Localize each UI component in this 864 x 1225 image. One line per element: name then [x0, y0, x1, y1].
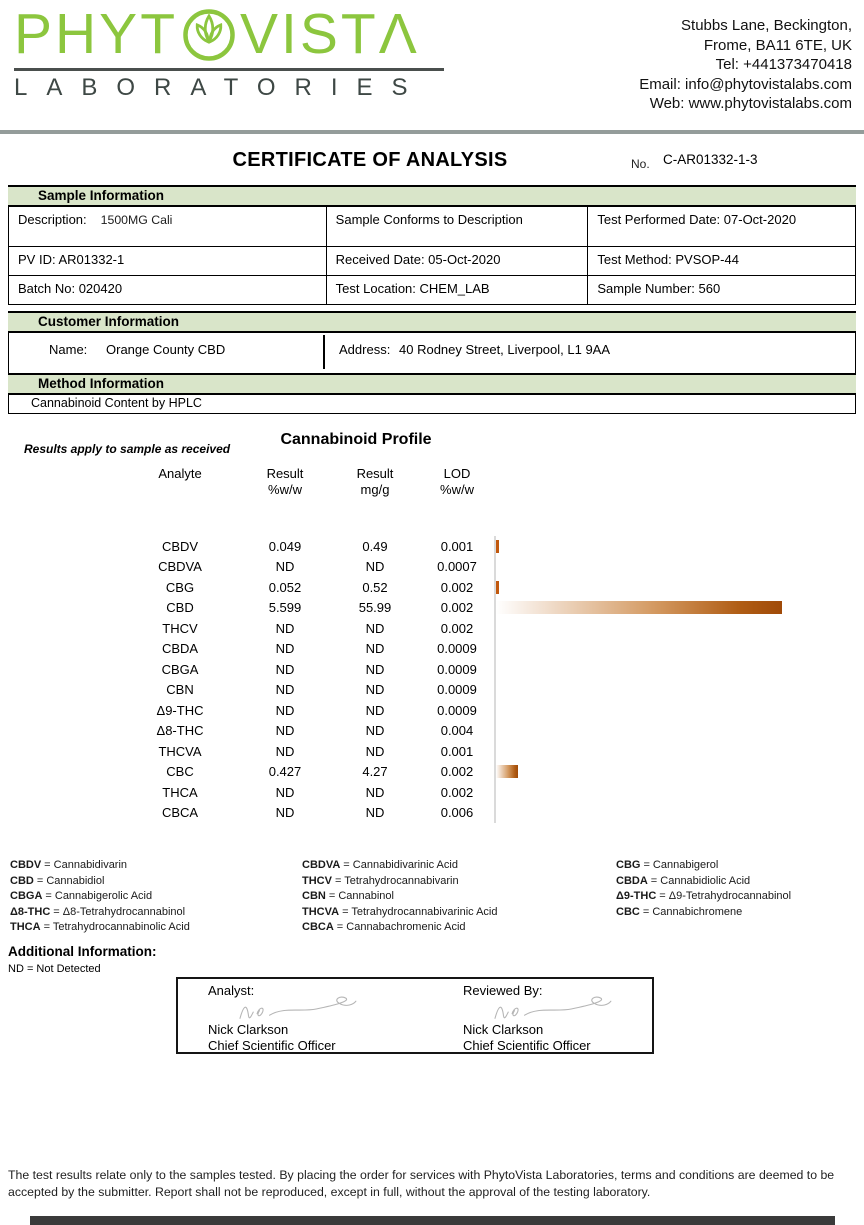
customer-info-heading: Customer Information: [8, 311, 856, 333]
analyte-cell: CBG: [165, 579, 195, 595]
list-item: CBD = Cannabidiol: [10, 874, 105, 887]
bar-cell: [494, 618, 856, 639]
lod-cell: 0.001: [440, 743, 474, 759]
table-row: [8, 782, 856, 803]
analyst-name: Nick Clarkson: [208, 1022, 289, 1037]
analyte-cell: CBD: [166, 600, 194, 616]
result-bar: [496, 601, 782, 614]
web-line: Web: www.phytovistalabs.com: [649, 95, 852, 112]
bar-cell: [494, 700, 856, 721]
result-mg-header: Result mg/g: [356, 466, 394, 497]
table-row: [8, 803, 856, 824]
reviewer-name: Nick Clarkson: [463, 1022, 544, 1037]
lod-cell: 0.004: [440, 723, 474, 739]
result-mg-cell: ND: [365, 661, 385, 677]
lod-cell: 0.002: [440, 620, 474, 636]
table-row: [8, 598, 856, 619]
profile-title: Cannabinoid Profile: [280, 431, 432, 448]
result-pct-cell: ND: [275, 702, 295, 718]
analyst-signature: [206, 995, 386, 1023]
abbreviation-column-3: [616, 858, 864, 920]
abbreviation-column-1: [10, 858, 295, 936]
result-pct-cell: 0.052: [268, 579, 302, 595]
table-row: [8, 700, 856, 721]
bar-cell: [494, 803, 856, 824]
analyte-cell: CBDVA: [158, 559, 202, 575]
analyte-header: Analyte: [158, 466, 202, 481]
list-item: THCV = Tetrahydrocannabivarin: [302, 874, 459, 887]
reviewer-title: Chief Scientific Officer: [463, 1038, 591, 1053]
bar-cell: [494, 598, 856, 619]
analyst-label: Analyst:: [208, 983, 255, 998]
table-row: [8, 618, 856, 639]
lod-cell: 0.002: [440, 784, 474, 800]
list-item: CBCA = Cannabachromenic Acid: [302, 921, 466, 934]
table-row: [9, 276, 856, 305]
analyte-cell: Δ8-THC: [156, 723, 204, 739]
leaf-icon: [181, 7, 237, 63]
result-pct-cell: ND: [275, 805, 295, 821]
batch-cell: Batch No: 020420: [9, 276, 327, 305]
test-performed-cell: Test Performed Date: 07-Oct-2020: [588, 207, 856, 247]
page-title: CERTIFICATE OF ANALYSIS: [232, 149, 508, 171]
lod-cell: 0.002: [440, 579, 474, 595]
pv-id-cell: PV ID: AR01332-1: [9, 247, 327, 276]
address-line-1: Stubbs Lane, Beckington,: [681, 17, 852, 34]
address-line-2: Frome, BA11 6TE, UK: [703, 36, 852, 54]
result-mg-cell: ND: [365, 743, 385, 759]
nd-definition: ND = Not Detected: [8, 963, 101, 975]
table-row: [9, 247, 856, 276]
table-row: [8, 680, 856, 701]
sample-condition-note: Results apply to sample as received: [24, 442, 231, 456]
header-divider: [0, 130, 864, 134]
result-pct-cell: ND: [275, 620, 295, 636]
customer-address-value: 40 Rodney Street, Liverpool, L1 9AA: [399, 342, 611, 357]
analyst-title: Chief Scientific Officer: [208, 1038, 336, 1053]
analyte-cell: Δ9-THC: [156, 702, 204, 718]
phone-line: Tel: +441373470418: [715, 56, 852, 73]
lod-cell: 0.001: [440, 538, 474, 554]
customer-name-value: Orange County CBD: [106, 342, 226, 357]
bar-cell: [494, 659, 856, 680]
bar-cell: [494, 762, 856, 783]
result-pct-cell: ND: [275, 682, 295, 698]
table-row: [8, 577, 856, 598]
list-item: CBGA = Cannabigerolic Acid: [10, 890, 153, 903]
lab-contact-block: [639, 16, 852, 114]
list-item: THCVA = Tetrahydrocannabivarinic Acid: [302, 905, 498, 918]
certificate-no-label: No.: [631, 157, 650, 171]
lod-cell: 0.0007: [437, 559, 477, 575]
analyte-cell: CBCA: [161, 805, 199, 821]
method-info-row: Cannabinoid Content by HPLC: [8, 394, 856, 414]
result-pct-cell: 5.599: [268, 600, 302, 616]
result-pct-cell: 0.049: [268, 538, 302, 554]
conforms-cell: Sample Conforms to Description: [326, 207, 588, 247]
result-mg-cell: ND: [365, 805, 385, 821]
description-label: Description:: [18, 212, 87, 227]
analyte-cell: THCV: [162, 620, 198, 636]
lod-cell: 0.0009: [437, 702, 477, 718]
method-info-heading: Method Information: [8, 373, 856, 395]
location-cell: Test Location: CHEM_LAB: [326, 276, 588, 305]
table-row: [8, 762, 856, 783]
test-method-cell: Test Method: PVSOP-44: [588, 247, 856, 276]
result-pct-cell: ND: [275, 661, 295, 677]
lod-header: LOD %w/w: [440, 466, 474, 497]
sample-info-table: [8, 206, 856, 305]
list-item: CBDV = Cannabidivarin: [10, 859, 128, 871]
result-mg-cell: 0.52: [362, 579, 388, 595]
lod-cell: 0.0009: [437, 682, 477, 698]
abbreviation-column-2: [302, 858, 612, 936]
reviewer-signature-block: [463, 979, 693, 1052]
analyte-cell: THCVA: [158, 743, 202, 759]
analyte-cell: CBC: [166, 764, 194, 780]
result-pct-cell: ND: [275, 641, 295, 657]
result-pct-cell: ND: [275, 784, 295, 800]
result-pct-cell: 0.427: [268, 764, 302, 780]
result-pct-header: Result %w/w: [266, 466, 304, 497]
reviewer-signature: [461, 995, 641, 1023]
table-row: [8, 659, 856, 680]
bar-cell: [494, 782, 856, 803]
bar-cell: [494, 639, 856, 660]
disclaimer-text: The test results relate only to the samples tested. By placing the order for services with PhytoVista Laboratories, terms and conditions are deemed to be accepted by the submitter. Report shall not be reproduced, except in full, without the approval of the testing laboratory.: [8, 1168, 835, 1199]
result-mg-cell: ND: [365, 723, 385, 739]
result-mg-cell: ND: [365, 641, 385, 657]
table-row: [8, 741, 856, 762]
result-mg-cell: ND: [365, 702, 385, 718]
sample-info-heading: Sample Information: [8, 185, 856, 207]
result-mg-cell: 4.27: [362, 764, 388, 780]
result-mg-cell: ND: [365, 682, 385, 698]
table-row: [9, 207, 856, 247]
result-mg-cell: ND: [365, 559, 385, 575]
result-pct-cell: ND: [275, 559, 295, 575]
result-pct-cell: ND: [275, 743, 295, 759]
analyte-cell: CBGA: [161, 661, 199, 677]
table-row: [8, 557, 856, 578]
table-row: [8, 721, 856, 742]
logo-text-vista: VISTΛ: [240, 2, 420, 66]
list-item: CBC = Cannabichromene: [616, 905, 743, 918]
bar-cell: [494, 721, 856, 742]
result-bar: [496, 765, 518, 778]
analyst-signature-block: [208, 979, 438, 1052]
list-item: Δ8-THC = Δ8-Tetrahydrocannabinol: [10, 905, 186, 918]
description-cell: [9, 207, 327, 247]
analyte-cell: CBN: [166, 682, 194, 698]
logo-wordmark: [14, 2, 450, 66]
profile-column-headers: [8, 466, 856, 498]
result-mg-cell: ND: [365, 620, 385, 636]
lod-cell: 0.002: [440, 764, 474, 780]
list-item: CBG = Cannabigerol: [616, 859, 719, 871]
analyte-cell: CBDV: [161, 538, 199, 554]
additional-info-heading: Additional Information:: [8, 944, 157, 959]
result-mg-cell: ND: [365, 784, 385, 800]
analyte-cell: CBDA: [161, 641, 199, 657]
list-item: CBDVA = Cannabidivarinic Acid: [302, 859, 458, 871]
lod-cell: 0.0009: [437, 661, 477, 677]
list-item: Δ9-THC = Δ9-Tetrahydrocannabinol: [616, 890, 792, 903]
logo-subtitle: LABORATORIES: [14, 74, 427, 101]
description-value: 1500MG Cali: [100, 213, 173, 227]
logo-text-phyt: PHYT: [14, 2, 179, 66]
received-cell: Received Date: 05-Oct-2020: [326, 247, 588, 276]
lod-cell: 0.0009: [437, 641, 477, 657]
table-row: [8, 536, 856, 557]
list-item: CBDA = Cannabidiolic Acid: [616, 874, 751, 887]
list-item: THCA = Tetrahydrocannabinolic Acid: [10, 921, 190, 934]
sample-number-cell: Sample Number: 560: [588, 276, 856, 305]
profile-table: [8, 536, 856, 823]
result-bar: [496, 581, 499, 594]
signature-box: [176, 977, 654, 1054]
customer-info-row: [8, 332, 856, 374]
list-item: CBN = Cannabinol: [302, 890, 394, 903]
result-mg-cell: 0.49: [362, 538, 388, 554]
lod-cell: 0.002: [440, 600, 474, 616]
result-mg-cell: 55.99: [358, 600, 392, 616]
logo-divider: [14, 68, 444, 71]
certificate-no-value: C-AR01332-1-3: [663, 152, 758, 167]
page-bottom-bar: [30, 1216, 835, 1225]
bar-cell: [494, 680, 856, 701]
customer-address-label: Address:: [339, 342, 391, 357]
email-line: Email: info@phytovistalabs.com: [639, 75, 852, 93]
bar-cell: [494, 741, 856, 762]
lod-cell: 0.006: [440, 805, 474, 821]
customer-cell-divider: [323, 335, 325, 369]
bar-cell: [494, 557, 856, 578]
reviewer-label: Reviewed By:: [463, 983, 543, 998]
result-pct-cell: ND: [275, 723, 295, 739]
result-bar: [496, 540, 499, 553]
analyte-cell: THCA: [162, 784, 198, 800]
company-logo: [14, 2, 450, 102]
table-row: [8, 639, 856, 660]
bar-cell: [494, 536, 856, 557]
bar-cell: [494, 577, 856, 598]
customer-name-label: Name:: [49, 342, 88, 357]
